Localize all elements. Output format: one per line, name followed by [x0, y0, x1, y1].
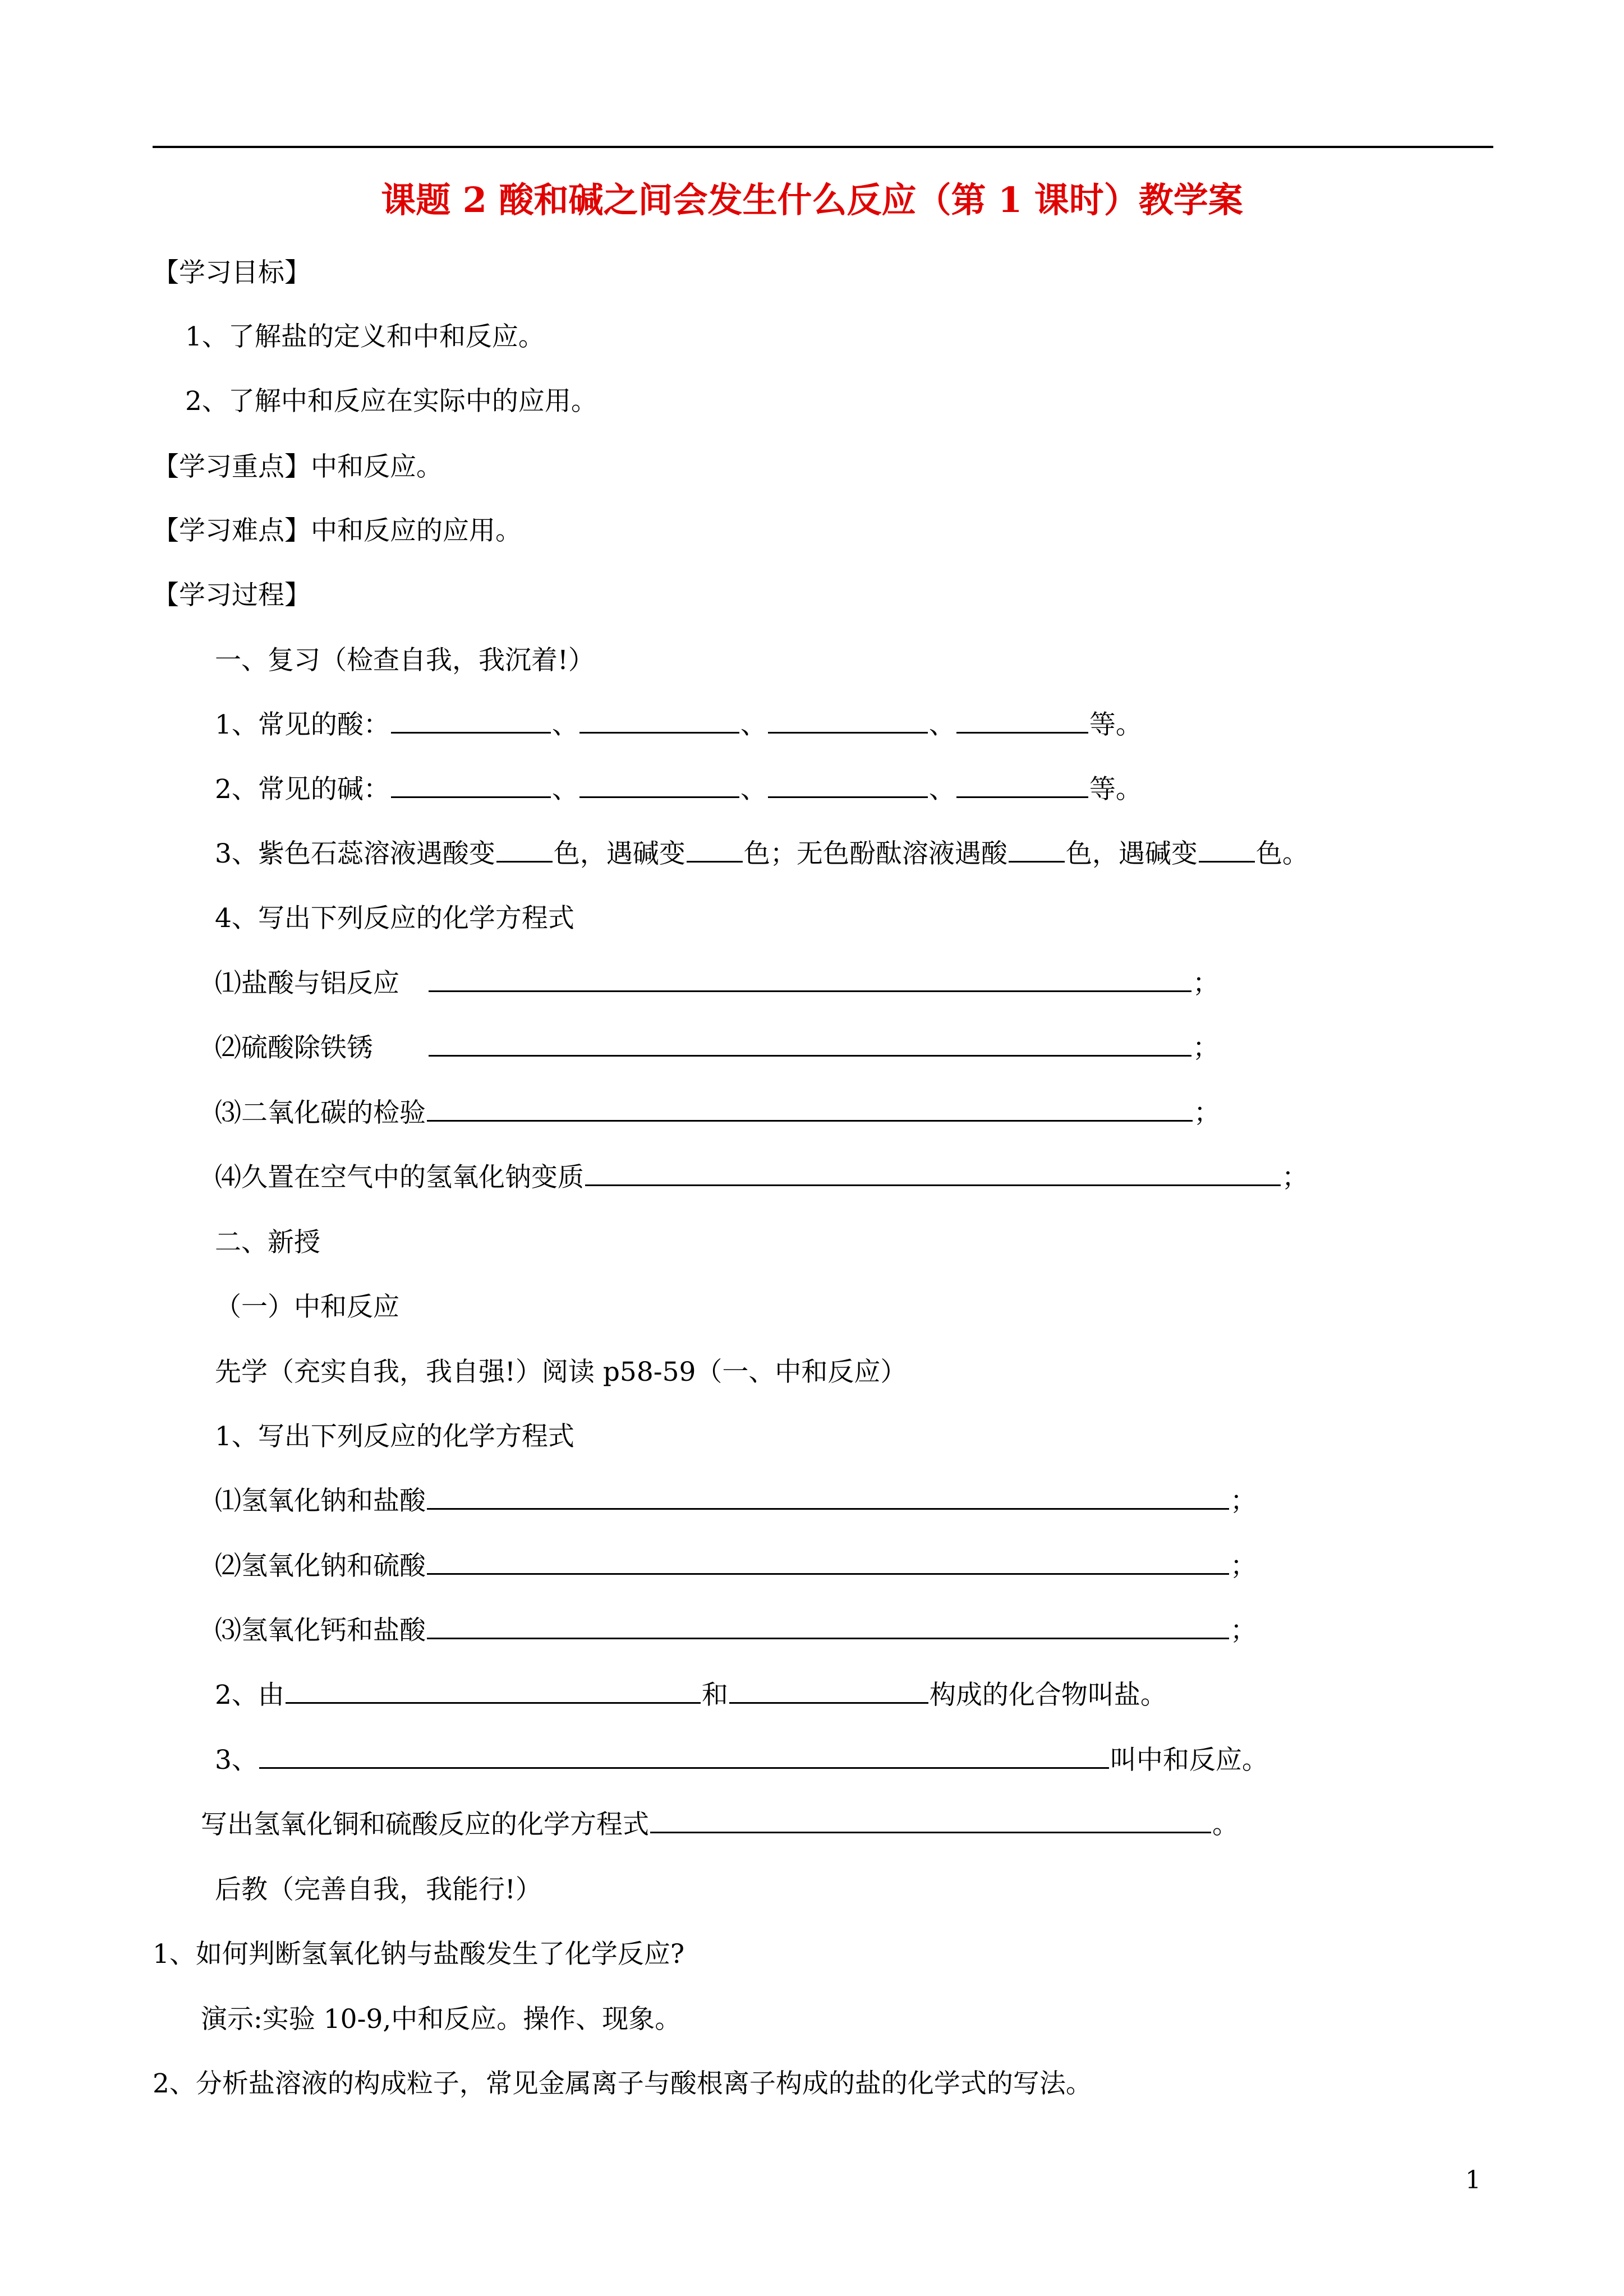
blank-field[interactable] [1009, 835, 1065, 863]
new-sub1: （一）中和反应 [215, 1292, 399, 1322]
q2-text: 和 [701, 1680, 728, 1711]
blank-field[interactable] [391, 706, 551, 734]
separator: 、 [740, 709, 767, 740]
blank-field[interactable] [429, 1029, 1191, 1057]
key-point: 【学习重点】中和反应。 [153, 451, 443, 482]
eq-label: ⑶氢氧化钙和盐酸 [215, 1615, 426, 1646]
blank-field[interactable] [427, 1547, 1229, 1575]
q3-text: 色；无色酚酞溶液遇酸 [743, 838, 1007, 869]
new-heading: 二、新授 [215, 1227, 320, 1258]
q3-text: 叫中和反应。 [1110, 1745, 1268, 1776]
semicolon: ； [1193, 1032, 1219, 1063]
difficulty: 【学习难点】中和反应的应用。 [153, 515, 522, 546]
q3-text: 色，遇碱变 [1065, 838, 1198, 869]
semicolon: ； [1230, 1486, 1257, 1516]
eq-label: ⑶二氧化碳的检验 [215, 1098, 426, 1128]
review-q3 [215, 835, 1309, 874]
review-q1 [215, 706, 1142, 745]
pre-study: 先学（充实自我，我自强!）阅读 p58-59（一、中和反应） [215, 1357, 907, 1387]
eq-label: ⑷久置在空气中的氢氧化钠变质 [215, 1162, 584, 1193]
blank-field[interactable] [259, 1741, 1109, 1769]
new-eq2 [215, 1547, 1257, 1586]
post-q2: 2、分析盐溶液的构成粒子，常见金属离子与酸根离子构成的盐的化学式的写法。 [153, 2068, 1092, 2099]
blank-field[interactable] [768, 706, 928, 734]
blank-field[interactable] [729, 1676, 928, 1704]
review-q4: 4、写出下列反应的化学方程式 [215, 903, 574, 934]
objective-item-1: 1、了解盐的定义和中和反应。 [185, 321, 545, 352]
new-eq3 [215, 1611, 1257, 1650]
eq-label: ⑴氢氧化钠和盐酸 [215, 1486, 426, 1516]
separator: 、 [551, 774, 578, 805]
blank-field[interactable] [429, 965, 1191, 992]
separator: 、 [551, 709, 578, 740]
blank-field[interactable] [956, 771, 1088, 798]
blank-field[interactable] [427, 1612, 1229, 1639]
cu-text: 。 [1212, 1809, 1239, 1840]
q3-text: 3、 [215, 1745, 258, 1776]
post-teach: 后教（完善自我，我能行!） [215, 1874, 542, 1905]
eq-label: ⑴盐酸与铝反应 [215, 968, 399, 999]
blank-field[interactable] [1199, 835, 1255, 863]
separator: 、 [740, 774, 767, 805]
blank-field[interactable] [956, 706, 1088, 734]
post-q1-demo: 演示:实验 10-9,中和反应。操作、现象。 [201, 2004, 682, 2035]
blank-field[interactable] [650, 1806, 1211, 1833]
q3-text: 3、紫色石蕊溶液遇酸变 [215, 838, 495, 869]
new-q1: 1、写出下列反应的化学方程式 [215, 1421, 574, 1452]
eq-label: ⑵硫酸除铁锈 [215, 1032, 373, 1063]
process-heading: 【学习过程】 [153, 580, 311, 611]
review-eq1 [215, 964, 1219, 1003]
semicolon: ； [1282, 1162, 1308, 1193]
post-q1: 1、如何判断氢氧化钠与盐酸发生了化学反应? [153, 1939, 685, 1970]
page-number: 1 [1465, 2166, 1481, 2194]
review-eq4 [215, 1158, 1308, 1197]
review-eq3 [215, 1094, 1220, 1133]
blank-field[interactable] [687, 835, 743, 863]
q2-text: 构成的化合物叫盐。 [929, 1680, 1167, 1711]
review-q2 [215, 770, 1142, 809]
semicolon: ； [1230, 1551, 1257, 1582]
separator: 、 [928, 709, 955, 740]
cu-text: 写出氢氧化铜和硫酸反应的化学方程式 [201, 1809, 649, 1840]
semicolon: ； [1193, 968, 1219, 999]
objective-item-2: 2、了解中和反应在实际中的应用。 [185, 386, 597, 417]
blank-field[interactable] [391, 771, 551, 798]
review-q1-label: 1、常见的酸： [215, 709, 390, 740]
blank-field[interactable] [768, 771, 928, 798]
review-heading: 一、复习（检查自我，我沉着!） [215, 645, 595, 676]
eq-label: ⑵氢氧化钠和硫酸 [215, 1551, 426, 1582]
review-eq2 [215, 1029, 1219, 1068]
q3-text: 色。 [1255, 838, 1309, 869]
new-q2 [215, 1676, 1167, 1715]
blank-field[interactable] [427, 1482, 1229, 1510]
objectives-heading: 【学习目标】 [153, 257, 311, 288]
blank-field[interactable] [496, 835, 553, 863]
q2-text: 2、由 [215, 1680, 284, 1711]
review-q2-label: 2、常见的碱： [215, 774, 390, 805]
semicolon: ； [1194, 1098, 1220, 1128]
page-title: 课题 2 酸和碱之间会发生什么反应（第 1 课时）教学案 [381, 179, 1243, 220]
new-eq1 [215, 1482, 1257, 1521]
separator: 、 [928, 774, 955, 805]
etc-text: 等。 [1089, 709, 1142, 740]
q3-text: 色，遇碱变 [553, 838, 686, 869]
copper-hydroxide-question [201, 1805, 1239, 1845]
header-rule [153, 146, 1493, 148]
semicolon: ； [1230, 1615, 1257, 1646]
new-q3 [215, 1741, 1268, 1780]
blank-field[interactable] [427, 1094, 1193, 1122]
blank-field[interactable] [579, 706, 739, 734]
blank-field[interactable] [585, 1159, 1281, 1186]
blank-field[interactable] [286, 1676, 701, 1704]
blank-field[interactable] [579, 771, 739, 798]
etc-text: 等。 [1089, 774, 1142, 805]
